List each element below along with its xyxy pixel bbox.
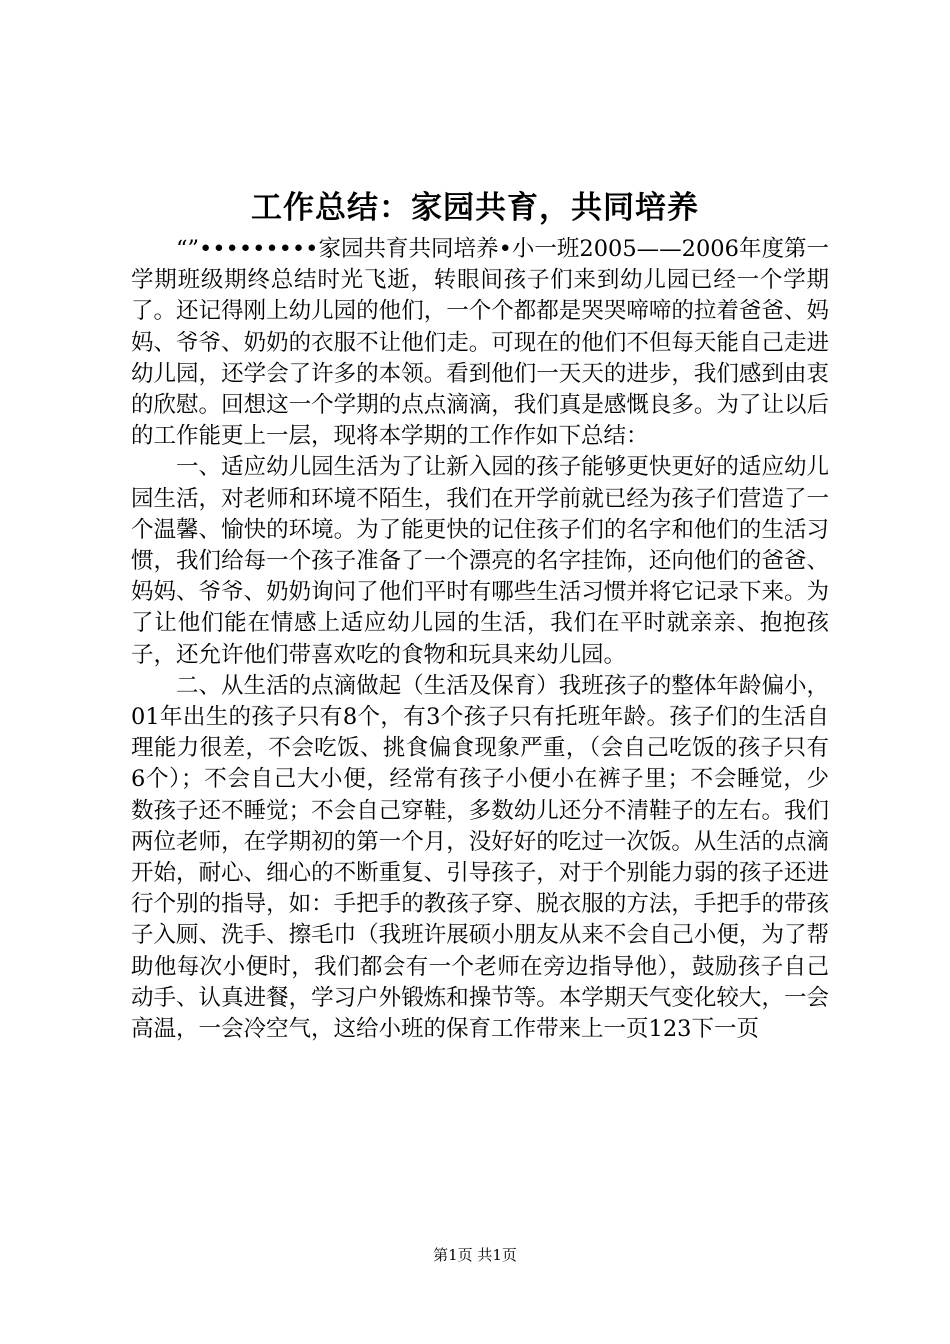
page-footer: 第1页 共1页 xyxy=(433,1246,517,1264)
paragraph-section-1: 一、适应幼儿园生活为了让新入园的孩子能够更快更好的适应幼儿园生活，对老师和环境不陌生，我们在开学前就已经为孩子们营造了一个温馨、愉快的环境。为了能更快的记住孩子们的名字和他们的生活习惯，我们给每一个孩子准备了一个漂亮的名字挂饰，还向他们的爸爸、妈妈、爷爷、奶奶询问了他们平时有哪些生活习惯并将它记录下来。为了让他们能在情感上适应幼儿园的生活，我们在平时就亲亲、抱抱孩子，还允许他们带喜欢吃的食物和玩具来幼儿园。 xyxy=(131,454,829,668)
document-body xyxy=(131,234,829,1045)
document-title: 工作总结：家园共育，共同培养 xyxy=(251,190,699,226)
paragraph-intro: “”•••••••••家园共育共同培养•小一班2005——2006年度第一学期班级期终总结时光飞逝，转眼间孩子们来到幼儿园已经一个学期了。还记得刚上幼儿园的他们，一个个都都是哭哭啼啼的拉着爸爸、妈妈、爷爷、奶奶的衣服不让他们走。可现在的他们不但每天能自己走进幼儿园，还学会了许多的本领。看到他们一天天的进步，我们感到由衷的欣慰。回想这一个学期的点点滴滴，我们真是感慨良多。为了让以后的工作能更上一层，现将本学期的工作作如下总结： xyxy=(131,236,829,450)
paragraph-section-2: 二、从生活的点滴做起（生活及保育）我班孩子的整体年龄偏小，01年出生的孩子只有8个，有3个孩子只有托班年龄。孩子们的生活自理能力很差，不会吃饭、挑食偏食现象严重，（会自己吃饭的孩子只有6个）；不会自己大小便，经常有孩子小便小在裤子里；不会睡觉，少数孩子还不睡觉；不会自己穿鞋，多数幼儿还分不清鞋子的左右。我们两位老师，在学期初的第一个月，没好好的吃过一次饭。从生活的点滴开始，耐心、细心的不断重复、引导孩子，对于个别能力弱的孩子还进行个别的指导，如：手把手的教孩子穿、脱衣服的方法，手把手的带孩子入厕、洗手、擦毛巾（我班许展硕小朋友从来不会自己小便，为了帮助他每次小便时，我们都会有一个老师在旁边指导他），鼓励孩子自己动手、认真进餐，学习户外锻炼和操节等。本学期天气变化较大，一会高温，一会冷空气，这给小班的保育工作带来上一页123下一页 xyxy=(131,672,829,1043)
